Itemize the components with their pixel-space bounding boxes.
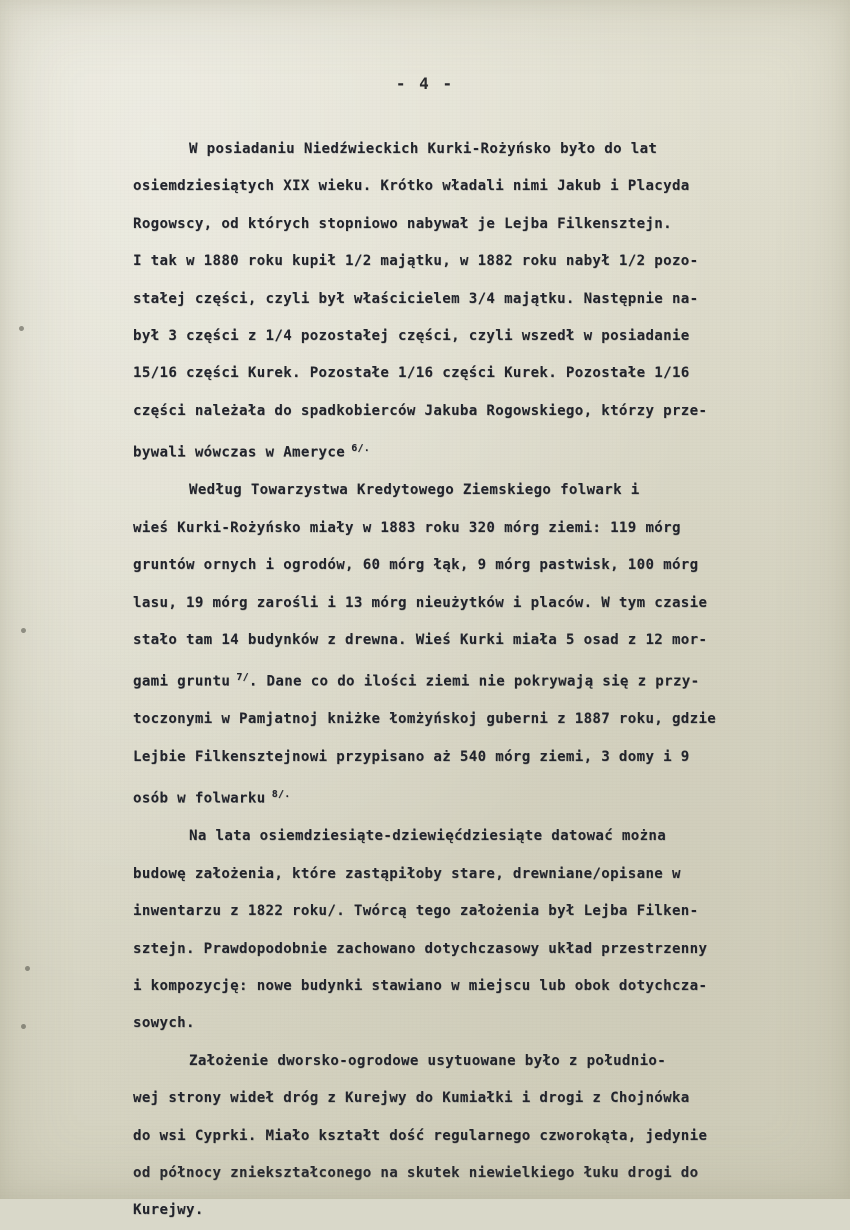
text-line <box>133 1155 721 1192</box>
line-text: I tak w 1880 roku kupił 1/2 majątku, w 1882 roku nabył 1/2 pozo- <box>133 253 699 270</box>
ink-mark <box>21 1024 27 1030</box>
line-text: toczonymi w Pamjatnoj kniżke łomżyńskoj guberni z 1887 roku, gdzie <box>133 711 717 728</box>
text-line <box>133 131 721 168</box>
text-line <box>133 1043 721 1080</box>
text-line <box>133 893 721 930</box>
ink-mark <box>25 966 31 972</box>
line-text: do wsi Cyprki. Miało kształt dość regularnego czworokąta, jedynie <box>133 1127 708 1144</box>
line-text: Kurejwy. <box>133 1202 204 1219</box>
ink-mark <box>19 326 25 332</box>
text-line <box>133 206 721 243</box>
footnote-marker: 7/ <box>230 672 249 684</box>
text-line <box>133 622 721 659</box>
line-text: inwentarzu z 1822 roku/. Twórcą tego założenia był Lejba Filken- <box>133 903 699 920</box>
text-line <box>133 968 721 1005</box>
line-text: Na lata osiemdziesiąte-dziewięćdziesiąte datować można <box>189 828 667 845</box>
line-text: stało tam 14 budynków z drewna. Wieś Kurki miała 5 osad z 12 mor- <box>133 631 708 648</box>
text-line <box>133 739 721 776</box>
text-line <box>133 1005 721 1042</box>
line-text: lasu, 19 mórg zarośli i 13 mórg nieużytków i placów. W tym czasie <box>133 594 708 611</box>
paragraph <box>133 131 721 472</box>
line-text: części należała do spadkobierców Jakuba Rogowskiego, którzy prze- <box>133 402 708 419</box>
line-text: sztejn. Prawdopodobnie zachowano dotychczasowy układ przestrzenny <box>133 940 708 957</box>
line-text: budowę założenia, które zastąpiłoby stare, drewniane/opisane w <box>133 865 681 882</box>
text-line <box>133 430 721 472</box>
line-text: Założenie dworsko-ogrodowe usytuowane było z południo- <box>189 1052 667 1069</box>
line-text: bywali wówczas w Ameryce <box>133 444 346 461</box>
paragraph <box>133 472 721 818</box>
text-line <box>133 243 721 280</box>
document-body <box>133 131 721 1230</box>
line-text: Według Towarzystwa Kredytowego Ziemskiego folwark i <box>189 482 640 499</box>
line-text: stałej części, czyli był właścicielem 3/4 majątku. Następnie na- <box>133 290 699 307</box>
text-line <box>133 168 721 205</box>
page-number: - 4 - <box>395 74 455 93</box>
footnote-marker: 6/. <box>345 443 370 455</box>
line-text: osiemdziesiątych XIX wieku. Krótko władali nimi Jakub i Placyda <box>133 178 690 195</box>
text-line <box>133 856 721 893</box>
text-line <box>133 393 721 430</box>
line-text: był 3 części z 1/4 pozostałej części, czyli wszedł w posiadanie <box>133 328 690 345</box>
text-line <box>133 281 721 318</box>
line-text: Rogowscy, od których stopniowo nabywał je Lejba Filkensztejn. <box>133 215 672 232</box>
line-text: osób w folwarku <box>133 790 266 807</box>
text-line <box>133 547 721 584</box>
text-line <box>133 701 721 738</box>
text-line <box>133 510 721 547</box>
line-text: gami gruntu <box>133 674 231 691</box>
line-text: Lejbie Filkensztejnowi przypisano aż 540 mórg ziemi, 3 domy i 9 <box>133 748 690 765</box>
line-text-continued: . Dane co do ilości ziemi nie pokrywają się z przy- <box>248 674 700 691</box>
text-line <box>133 472 721 509</box>
line-text: sowych. <box>133 1015 195 1032</box>
line-text: wej strony wideł dróg z Kurejwy do Kumiałki i drogi z Chojnówka <box>133 1090 690 1107</box>
text-line <box>133 585 721 622</box>
line-text: od północy zniekształconego na skutek niewielkiego łuku drogi do <box>133 1165 699 1182</box>
line-text: W posiadaniu Niedźwieckich Kurki-Rożyńsko było do lat <box>189 141 658 157</box>
line-text: i kompozycję: nowe budynki stawiano w miejscu lub obok dotychcza- <box>133 978 708 994</box>
line-text: wieś Kurki-Rożyńsko miały w 1883 roku 320 mórg ziemi: 119 mórg <box>133 519 681 536</box>
paragraph <box>133 818 721 1042</box>
text-line <box>133 818 721 855</box>
line-text: gruntów ornych i ogrodów, 60 mórg łąk, 9 mórg pastwisk, 100 mórg <box>133 557 699 574</box>
text-line <box>133 659 721 701</box>
text-line <box>133 931 721 968</box>
text-line <box>133 1080 721 1117</box>
text-line <box>133 355 721 392</box>
text-line <box>133 776 721 818</box>
text-line <box>133 1192 721 1229</box>
footnote-marker: 8/. <box>265 789 291 801</box>
paragraph <box>133 1043 721 1230</box>
line-text: 15/16 części Kurek. Pozostałe 1/16 części Kurek. Pozostałe 1/16 <box>133 365 690 382</box>
text-line <box>133 318 721 355</box>
ink-mark <box>21 628 27 634</box>
text-line <box>133 1118 721 1155</box>
